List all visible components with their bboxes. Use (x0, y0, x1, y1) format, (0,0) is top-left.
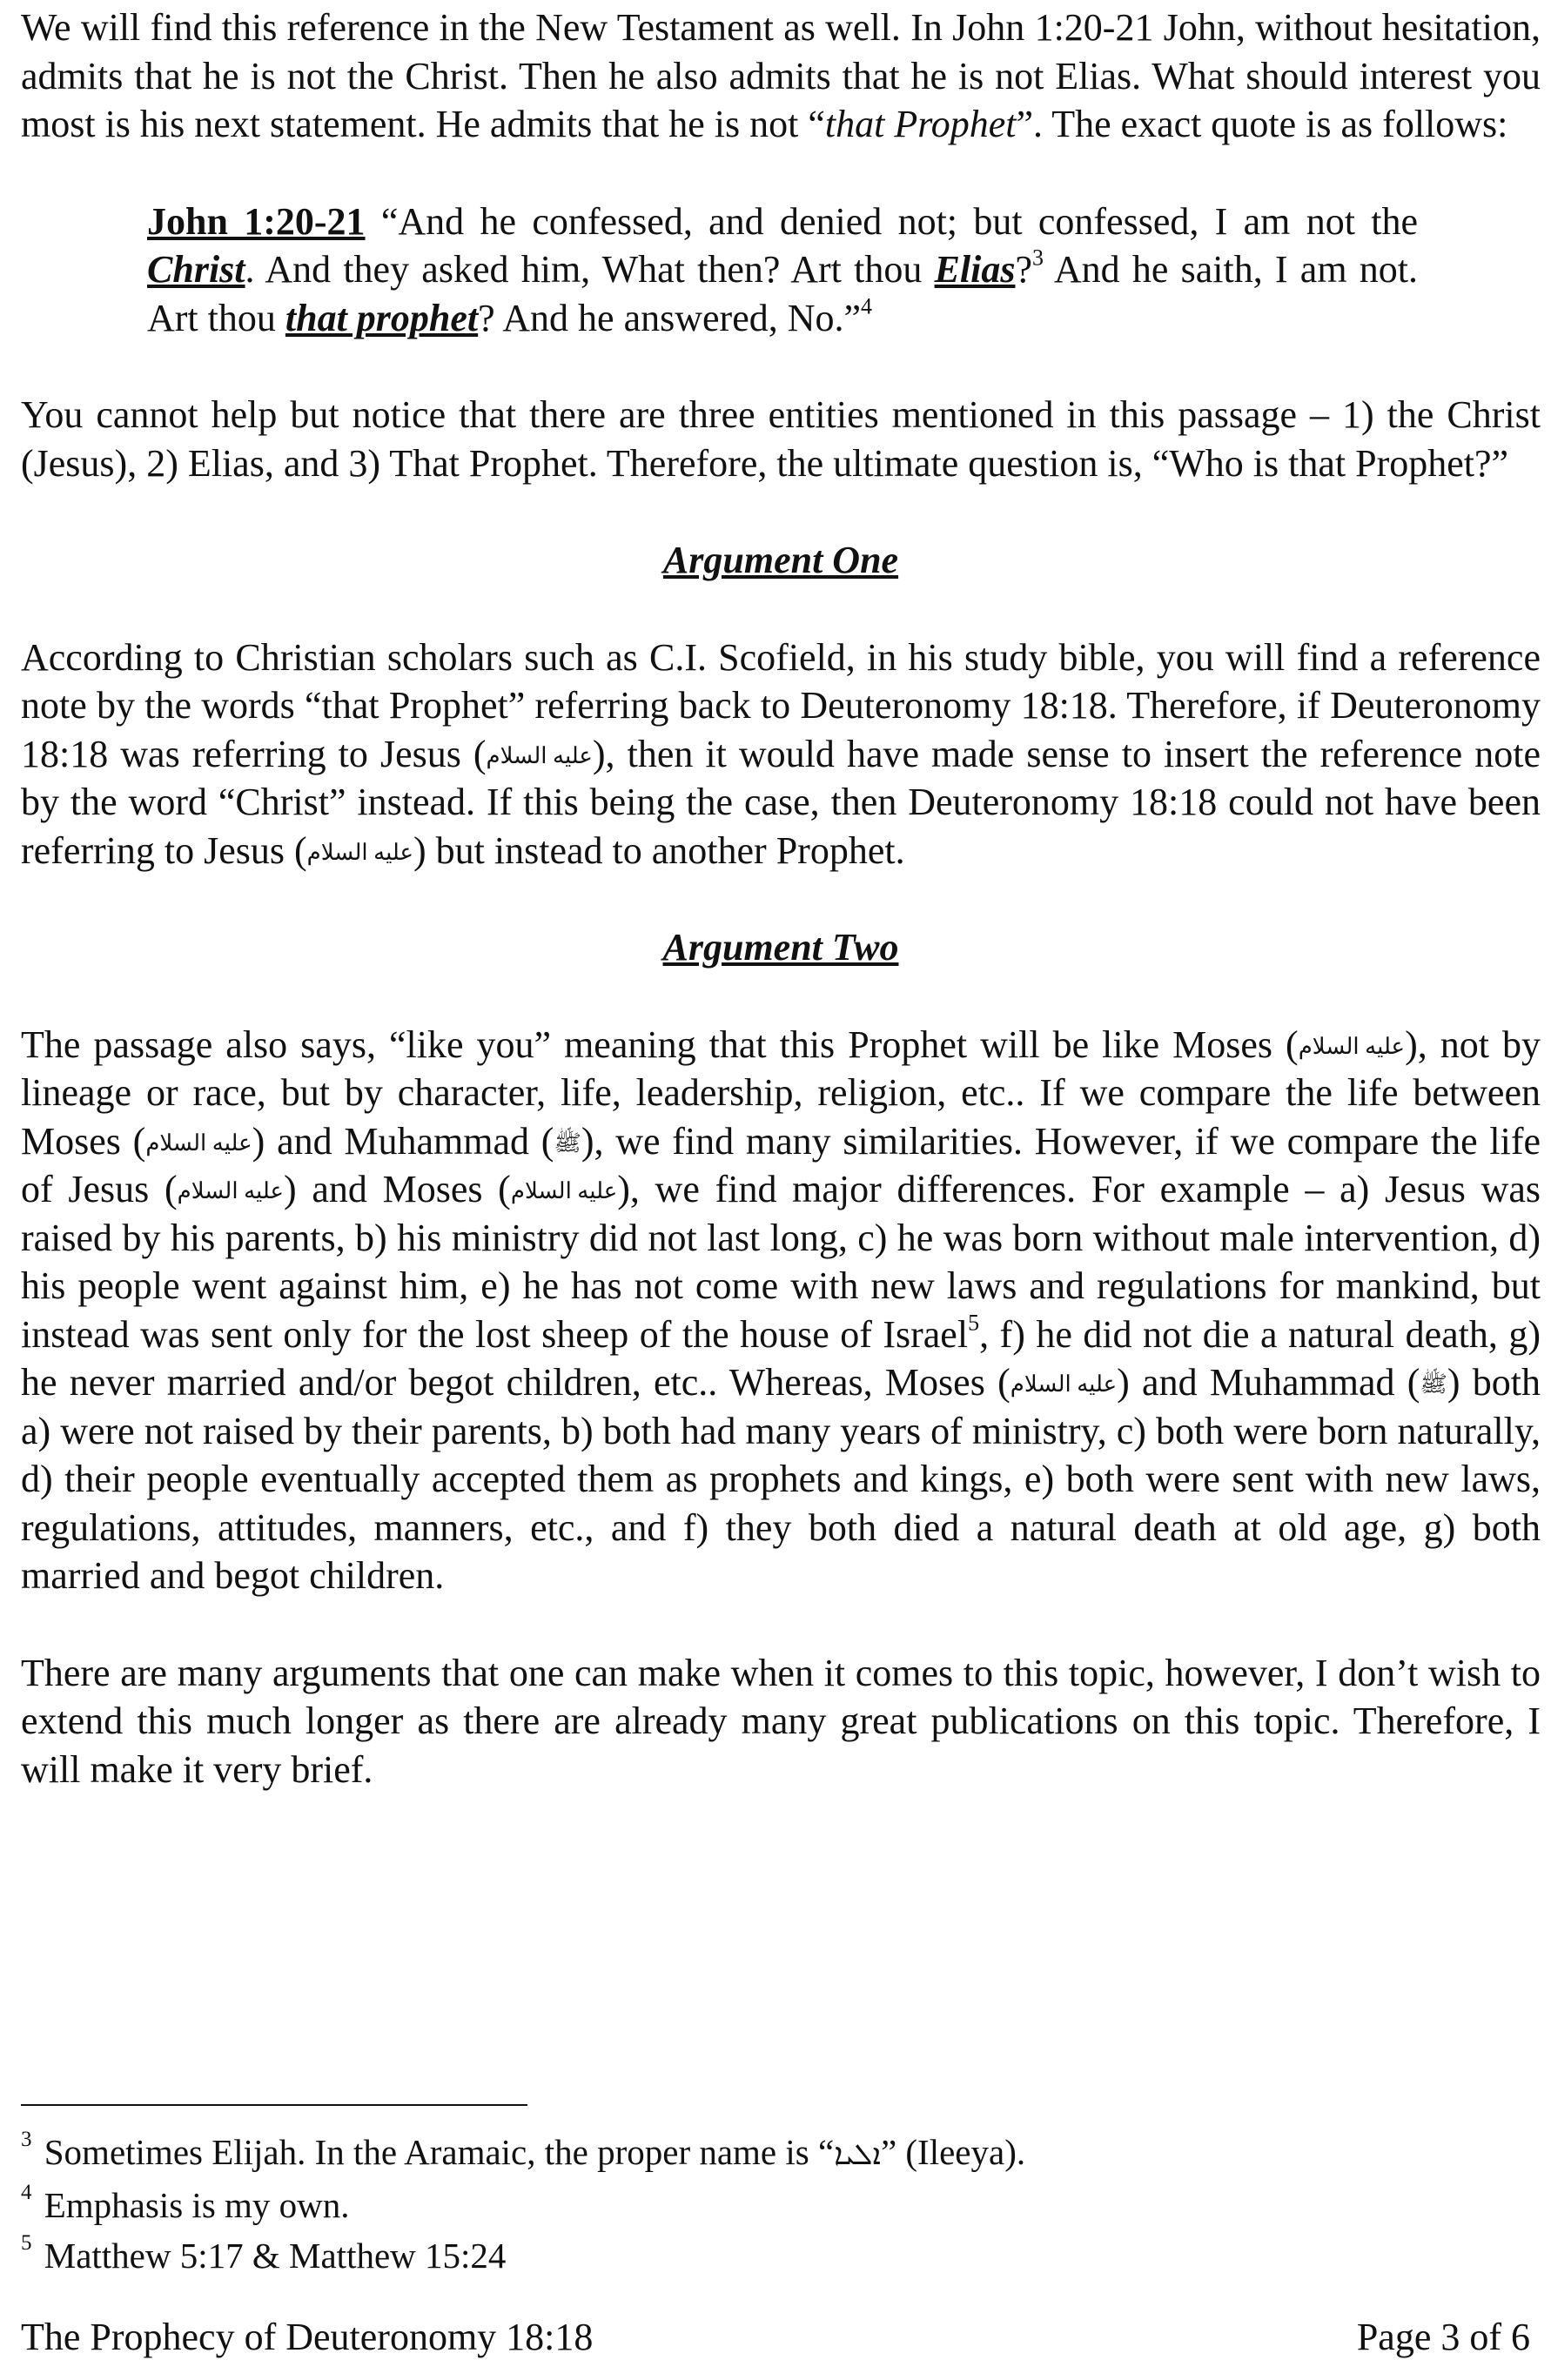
footnote-text: ” (Ileeya). (880, 2132, 1026, 2172)
argument-two-text: ) and Moses ( (283, 1168, 511, 1210)
peace-be-upon-him-icon: عليه السلام (510, 1178, 618, 1204)
peace-be-upon-him-icon: عليه السلام (1298, 1033, 1406, 1059)
footnote-marker-5: 5 (968, 1310, 980, 1335)
page-footer (21, 2313, 1530, 2361)
emphasis-elias: Elias (934, 248, 1016, 291)
footnotes (21, 2127, 1501, 2281)
aramaic-name: ܐܠܝܐ (834, 2137, 881, 2172)
footnote-text: Sometimes Elijah. In the Aramaic, the proper name is “ (35, 2132, 835, 2172)
quote-reference: John 1:20-21 (147, 199, 366, 243)
footnote-divider (21, 2104, 527, 2106)
peace-be-upon-him-icon: عليه السلام (306, 839, 414, 865)
emphasis-christ: Christ (147, 248, 245, 291)
intro-text: We will find this reference in the New Testament as well. In John 1:20-21 John, without hesitation, admits that he is not the Christ. Then he also admits that he is not Elias. What should interest you most is his next statement. He admits that he is not “ (21, 6, 1541, 145)
that-prophet-italic: that Prophet (824, 103, 1017, 145)
quote-text: . And they asked him, What then? Art thou (245, 248, 935, 291)
footnote-marker-3: 3 (1032, 245, 1044, 271)
argument-one-text: ), then it would have made sense to insert the reference note by the word “Christ” instead. If this being the case, then Deuteronomy 18:18 could not have been referring to Jesus ( (21, 732, 1541, 872)
peace-be-upon-him-icon: عليه السلام (486, 742, 593, 768)
footnote-number: 4 (21, 2180, 32, 2204)
footnote-4 (21, 2180, 1501, 2230)
footer-document-title: The Prophecy of Deuteronomy 18:18 (21, 2316, 594, 2358)
footnote-number: 3 (21, 2127, 32, 2151)
salallahu-alayhi-wasallam-icon: ﷺ (1420, 1371, 1447, 1398)
footnote-5 (21, 2230, 1501, 2281)
argument-two-paragraph (21, 1021, 1541, 1600)
footnote-marker-4: 4 (861, 293, 873, 318)
quote-text: ? And he answered, No.” (478, 296, 862, 339)
peace-be-upon-him-icon: عليه السلام (1010, 1371, 1118, 1398)
argument-two-text: ), not by lineage or race, but by character, life, leadership, religion, etc.. If we compare the life between Moses ( (21, 1022, 1541, 1163)
footer-page-number: Page 3 of 6 (1356, 2316, 1530, 2358)
footnote-number: 5 (21, 2230, 32, 2255)
scripture-quote (147, 198, 1418, 343)
emphasis-that-prophet: that prophet (285, 296, 479, 339)
argument-two-text: ) and Muhammad ( (252, 1119, 554, 1163)
entities-paragraph: You cannot help but notice that there are three entities mentioned in this passage – 1) the Christ (Jesus), 2) Elias, and 3) That Prophet. Therefore, the ultimate question is, “Who is that Prophet?” (21, 393, 1541, 485)
argument-two-text: ), we find many similarities. However, if we compare the life of Jesus ( (21, 1119, 1541, 1210)
footnote-text: Emphasis is my own. (35, 2185, 350, 2225)
argument-two-text: The passage also says, “like you” meaning that this Prophet will be like Moses ( (21, 1022, 1299, 1066)
argument-two-text: , f) he did not die a natural death, g) he never married and/or begot children, etc.. Whereas, Moses ( (21, 1312, 1541, 1404)
argument-one-paragraph (21, 634, 1541, 875)
salallahu-alayhi-wasallam-icon: ﷺ (554, 1130, 581, 1156)
quote-text: And he saith, I am not. Art thou (147, 248, 1419, 339)
argument-two-text: ) both a) were not raised by their parents, b) both had many years of ministry, c) both were born naturally, d) their people eventually accepted them as prophets and kings, e) both were sent with new laws, regulations, attitudes, manners, etc., and f) they both died a natural death at old age, g) both married and begot children. (21, 1361, 1541, 1597)
argument-one-heading: Argument One (662, 539, 899, 581)
document-page (21, 3, 1541, 1793)
peace-be-upon-him-icon: عليه السلام (177, 1178, 284, 1204)
closing-paragraph: There are many arguments that one can make when it comes to this topic, however, I don’t wish to extend this much longer as there are already many great publications on this topic. Therefore, I will make it very brief. (21, 1651, 1541, 1791)
peace-be-upon-him-icon: عليه السلام (145, 1130, 252, 1156)
argument-two-text: ), we find major differences. For example – a) Jesus was raised by his parents, b) his ministry did not last long, c) he was born without male intervention, d) his people went against him, e) he has not come with new laws and regulations for mankind, but instead was sent only for the lost sheep of the house of Israel (21, 1168, 1541, 1356)
footnote-text: Matthew 5:17 & Matthew 15:24 (35, 2236, 507, 2276)
intro-text-end: ”. The exact quote is as follows: (1016, 103, 1508, 145)
argument-two-text: ) and Muhammad ( (1117, 1361, 1420, 1404)
quote-text: “And he confessed, and denied not; but confessed, I am not the (365, 199, 1418, 243)
quote-text: ? (1015, 248, 1033, 291)
argument-one-text: ) but instead to another Prophet. (413, 828, 905, 872)
intro-paragraph (21, 3, 1541, 149)
argument-one-text: According to Christian scholars such as C.I. Scofield, in his study bible, you will find a reference note by the words “that Prophet” referring back to Deuteronomy 18:18. Therefore, if Deuteronomy 18:18 was referring to Jesus ( (21, 635, 1541, 775)
argument-two-heading: Argument Two (662, 926, 899, 969)
footnote-3 (21, 2127, 1501, 2180)
